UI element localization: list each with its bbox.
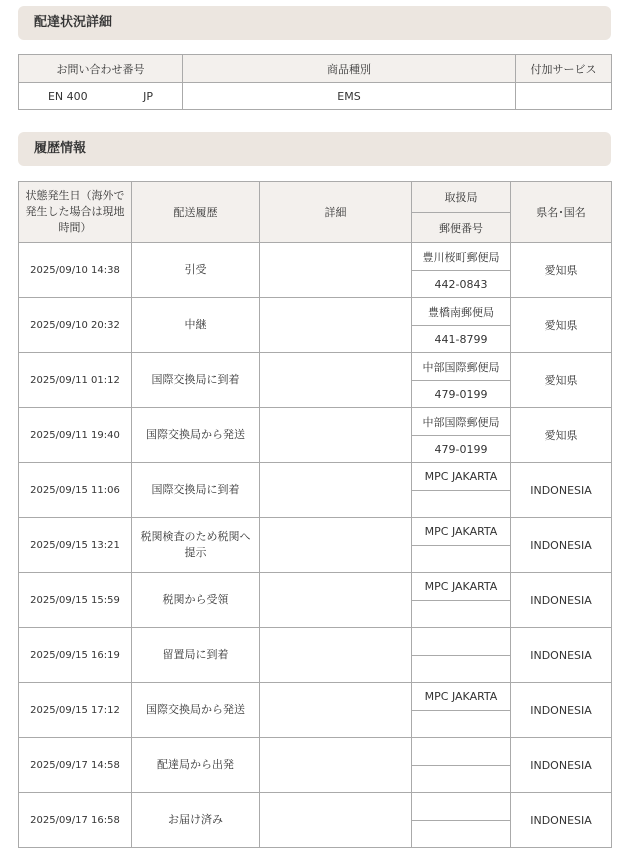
history-detail <box>260 298 412 353</box>
detail-table <box>18 54 612 110</box>
history-date: 2025/09/15 15:59 <box>19 573 132 628</box>
header-tracking-number: お問い合わせ番号 <box>19 55 183 83</box>
history-office <box>412 793 511 821</box>
history-postal: 442-0843 <box>412 271 511 298</box>
history-detail <box>260 353 412 408</box>
history-office: MPC JAKARTA <box>412 683 511 711</box>
history-detail <box>260 628 412 683</box>
history-status: 配達局から出発 <box>132 738 260 793</box>
history-postal <box>412 491 511 518</box>
header-postal: 郵便番号 <box>412 213 511 243</box>
header-region: 県名･国名 <box>511 182 612 243</box>
history-region: INDONESIA <box>511 463 612 518</box>
history-office: MPC JAKARTA <box>412 518 511 546</box>
history-region: INDONESIA <box>511 518 612 573</box>
history-postal: 479-0199 <box>412 381 511 408</box>
history-table <box>18 181 612 848</box>
history-postal <box>412 656 511 683</box>
history-status: 引受 <box>132 243 260 298</box>
history-date: 2025/09/11 01:12 <box>19 353 132 408</box>
history-status: 税関から受領 <box>132 573 260 628</box>
history-status: 国際交換局に到着 <box>132 463 260 518</box>
detail-section-title: 配達状況詳細 <box>18 6 611 40</box>
history-office <box>412 738 511 766</box>
history-date: 2025/09/10 14:38 <box>19 243 132 298</box>
history-row <box>19 408 612 436</box>
history-region: 愛知県 <box>511 298 612 353</box>
history-region: 愛知県 <box>511 408 612 463</box>
header-status: 配送履歴 <box>132 182 260 243</box>
header-detail: 詳細 <box>260 182 412 243</box>
history-row <box>19 628 612 656</box>
history-office <box>412 628 511 656</box>
history-row <box>19 353 612 381</box>
history-row <box>19 573 612 601</box>
history-detail <box>260 683 412 738</box>
history-region: 愛知県 <box>511 353 612 408</box>
history-office: 中部国際郵便局 <box>412 353 511 381</box>
history-date: 2025/09/10 20:32 <box>19 298 132 353</box>
history-detail <box>260 243 412 298</box>
history-region: INDONESIA <box>511 793 612 848</box>
history-region: 愛知県 <box>511 243 612 298</box>
history-detail <box>260 518 412 573</box>
history-region: INDONESIA <box>511 573 612 628</box>
history-row <box>19 243 612 271</box>
history-postal <box>412 821 511 848</box>
history-office: 中部国際郵便局 <box>412 408 511 436</box>
header-office: 取扱局 <box>412 182 511 213</box>
history-region: INDONESIA <box>511 628 612 683</box>
history-postal: 479-0199 <box>412 436 511 463</box>
history-status: 国際交換局から発送 <box>132 683 260 738</box>
history-postal <box>412 711 511 738</box>
history-postal <box>412 546 511 573</box>
history-postal <box>412 766 511 793</box>
history-status: 国際交換局から発送 <box>132 408 260 463</box>
history-row <box>19 298 612 326</box>
history-row <box>19 683 612 711</box>
history-row <box>19 518 612 546</box>
history-detail <box>260 793 412 848</box>
history-region: INDONESIA <box>511 738 612 793</box>
header-product-type: 商品種別 <box>183 55 516 83</box>
history-date: 2025/09/15 16:19 <box>19 628 132 683</box>
history-row <box>19 463 612 491</box>
history-date: 2025/09/15 11:06 <box>19 463 132 518</box>
history-row <box>19 738 612 766</box>
history-date: 2025/09/17 16:58 <box>19 793 132 848</box>
history-status: 留置局に到着 <box>132 628 260 683</box>
tracking-suffix: JP <box>143 89 154 103</box>
history-date: 2025/09/15 17:12 <box>19 683 132 738</box>
history-postal <box>412 601 511 628</box>
history-region: INDONESIA <box>511 683 612 738</box>
history-office: MPC JAKARTA <box>412 573 511 601</box>
history-detail <box>260 408 412 463</box>
history-detail <box>260 573 412 628</box>
additional-service <box>516 83 612 110</box>
history-date: 2025/09/17 14:58 <box>19 738 132 793</box>
history-row <box>19 793 612 821</box>
history-office: 豊橋南郵便局 <box>412 298 511 326</box>
product-type: EMS <box>183 83 516 110</box>
history-detail <box>260 738 412 793</box>
tracking-number-cell <box>19 83 183 110</box>
history-detail <box>260 463 412 518</box>
tracking-number: EN 400 <box>47 89 92 103</box>
history-office: 豊川桜町郵便局 <box>412 243 511 271</box>
history-status: お届け済み <box>132 793 260 848</box>
history-status: 国際交換局に到着 <box>132 353 260 408</box>
history-office: MPC JAKARTA <box>412 463 511 491</box>
history-section-title: 履歴情報 <box>18 132 611 166</box>
history-postal: 441-8799 <box>412 326 511 353</box>
header-date: 状態発生日（海外で発生した場合は現地時間） <box>19 182 132 243</box>
history-date: 2025/09/15 13:21 <box>19 518 132 573</box>
history-status: 税関検査のため税関へ提示 <box>132 518 260 573</box>
header-additional-service: 付加サービス <box>516 55 612 83</box>
history-status: 中継 <box>132 298 260 353</box>
history-date: 2025/09/11 19:40 <box>19 408 132 463</box>
